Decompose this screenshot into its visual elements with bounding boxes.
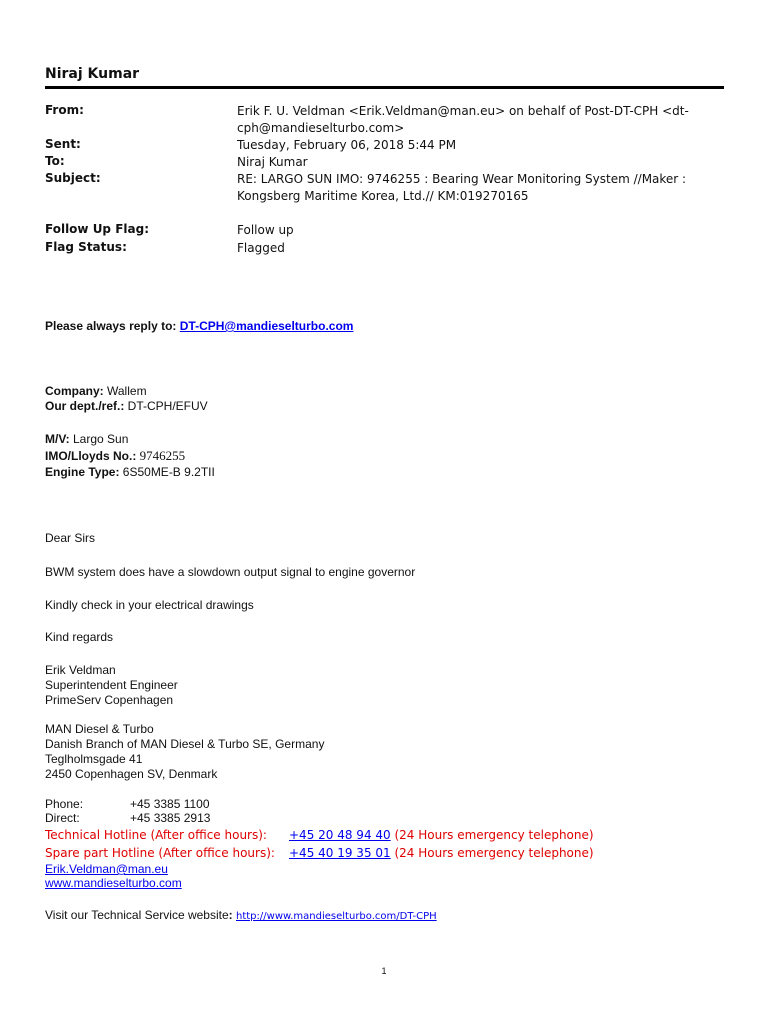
signature-name: Erik Veldman [45,663,116,677]
technical-hotline-phone-link[interactable]: +45 20 48 94 40 [289,828,391,842]
direct-label: Direct: [45,811,80,825]
body-paragraph-2: Kindly check in your electrical drawings [45,598,254,612]
page-number: 1 [381,966,387,976]
flag-status-label: Flag Status: [45,240,127,254]
dept-line [45,399,208,414]
imo-line [45,448,185,464]
reply-to-email-link[interactable]: DT-CPH@mandieselturbo.com [179,319,354,333]
technical-hotline-line [45,827,725,844]
direct-number: +45 3385 2913 [130,811,211,825]
spare-part-hotline-contact [289,845,594,862]
signature-website-link[interactable]: www.mandieselturbo.com [45,876,182,890]
subject-label: Subject: [45,171,101,185]
imo-value: 9746255 [136,448,186,463]
reply-to-line [45,319,353,334]
vessel-value: Largo Sun [69,432,129,446]
header-divider [45,86,724,89]
body-paragraph-1: BWM system does have a slowdown output signal to engine governor [45,565,416,579]
engine-type-value: 6S50ME-B 9.2TII [119,465,215,479]
technical-service-line [45,908,437,924]
imo-label: IMO/Lloyds No.: [45,449,137,463]
phone-label: Phone: [45,797,84,811]
follow-up-flag-label: Follow Up Flag: [45,222,149,236]
signature-street: Teglholmsgade 41 [45,752,143,766]
to-value: Niraj Kumar [237,155,308,169]
technical-service-label: Visit our Technical Service website [45,908,229,922]
follow-up-flag-value: Follow up [237,223,294,237]
signature-company: MAN Diesel & Turbo [45,722,154,736]
spare-part-hotline-label: Spare part Hotline (After office hours): [45,846,275,860]
technical-hotline-note: (24 Hours emergency telephone) [390,828,594,842]
to-label: To: [45,154,65,168]
from-value: Erik F. U. Veldman <Erik.Veldman@man.eu> on behalf of Post-DT-CPH <dt-cph@mandieselturbo.com> [237,104,689,135]
signature-website-line [45,876,182,891]
direct-line [45,811,345,826]
company-label: Company: [45,384,104,398]
spare-part-hotline-phone-link[interactable]: +45 40 19 35 01 [289,846,391,860]
signature-email-link[interactable]: Erik.Veldman@man.eu [45,862,168,876]
company-line [45,384,147,399]
signature-branch: Danish Branch of MAN Diesel & Turbo SE, Germany [45,737,325,751]
spare-part-hotline-line [45,845,725,862]
vessel-line [45,432,128,447]
from-label: From: [45,103,84,117]
company-value: Wallem [103,384,147,398]
flag-status-value: Flagged [237,241,285,255]
mailbox-owner-name: Niraj Kumar [45,66,140,82]
technical-service-colon: : [228,908,236,922]
signature-city: 2450 Copenhagen SV, Denmark [45,767,218,781]
closing: Kind regards [45,630,114,644]
dept-value: DT-CPH/EFUV [124,399,208,413]
greeting: Dear Sirs [45,531,96,545]
phone-number: +45 3385 1100 [130,797,210,811]
signature-email-line [45,862,168,877]
dept-label: Our dept./ref.: [45,399,125,413]
engine-type-label: Engine Type: [45,465,120,479]
subject-value: RE: LARGO SUN IMO: 9746255 : Bearing Wear Monitoring System //Maker : Kongsberg Maritime Korea, Ltd.// KM:019270165 [237,172,687,203]
sent-value: Tuesday, February 06, 2018 5:44 PM [237,138,457,152]
technical-service-link[interactable]: http://www.mandieselturbo.com/DT-CPH [236,911,437,922]
spare-part-hotline-note: (24 Hours emergency telephone) [390,846,594,860]
sent-label: Sent: [45,137,81,151]
technical-hotline-contact [289,827,594,844]
reply-to-label: Please always reply to: [45,319,180,333]
signature-title: Superintendent Engineer [45,678,178,692]
vessel-label: M/V: [45,432,70,446]
phone-line [45,797,345,812]
engine-type-line [45,465,215,480]
signature-office: PrimeServ Copenhagen [45,693,174,707]
technical-hotline-label: Technical Hotline (After office hours): [45,828,267,842]
